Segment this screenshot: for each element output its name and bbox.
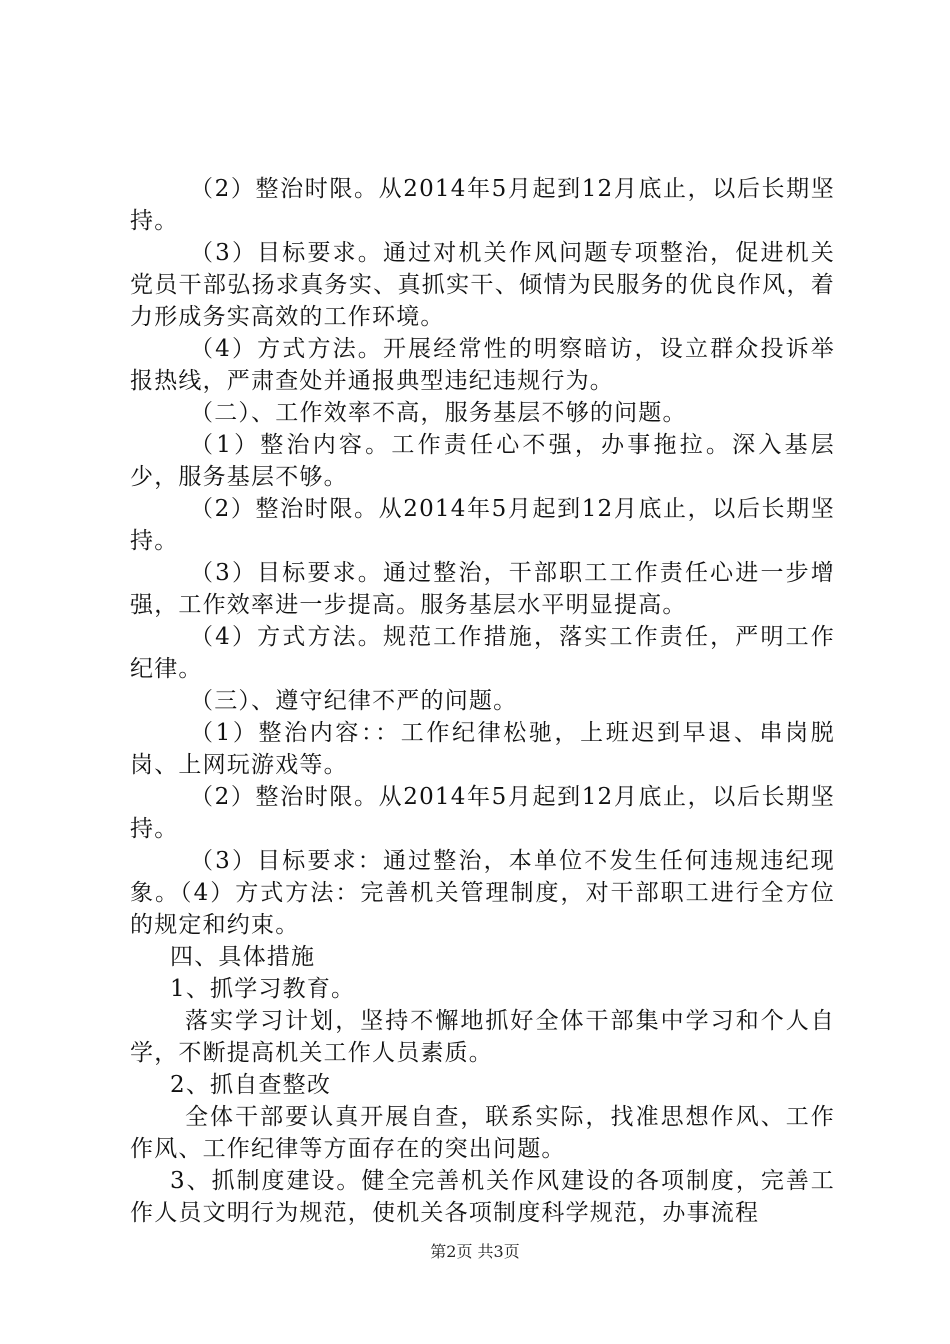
- subsection-heading: 1、抓学习教育。: [170, 976, 356, 1002]
- paragraph: （4）方式方法。规范工作措施，落实工作责任，严明工作纪律。: [130, 624, 835, 682]
- paragraph: （2）整治时限。从2014年5月起到12月底止，以后长期坚持。: [130, 176, 835, 234]
- paragraph: 落实学习计划，坚持不懈地抓好全体干部集中学习和个人自学，不断提高机关工作人员素质。: [130, 1008, 835, 1066]
- paragraph: （二）、工作效率不高，服务基层不够的问题。: [190, 400, 687, 426]
- paragraph: 3、抓制度建设。健全完善机关作风建设的各项制度，完善工作人员文明行为规范，使机关各项制度科学规范，办事流程: [130, 1168, 835, 1226]
- section-heading: 四、具体措施: [170, 944, 316, 970]
- paragraph: 全体干部要认真开展自查，联系实际，找准思想作风、工作作风、工作纪律等方面存在的突出问题。: [130, 1104, 835, 1162]
- paragraph: （2）整治时限。从2014年5月起到12月底止，以后长期坚持。: [130, 784, 835, 842]
- document-body: [130, 173, 835, 1229]
- page-number-footer: 第2页 共3页: [430, 1242, 520, 1261]
- paragraph: （2）整治时限。从2014年5月起到12月底止，以后长期坚持。: [130, 496, 835, 554]
- paragraph: （三）、遵守纪律不严的问题。: [190, 688, 518, 714]
- paragraph: （4）方式方法。开展经常性的明察暗访，设立群众投诉举报热线，严肃查处并通报典型违纪违规行为。: [130, 336, 835, 394]
- subsection-heading: 2、抓自查整改: [170, 1072, 332, 1098]
- paragraph: （1）整治内容。工作责任心不强，办事拖拉。深入基层少，服务基层不够。: [130, 432, 835, 490]
- paragraph: （3）目标要求：通过整治，本单位不发生任何违规违纪现象。（4）方式方法：完善机关管理制度，对干部职工进行全方位的规定和约束。: [130, 848, 835, 938]
- paragraph: （1）整治内容：：工作纪律松驰，上班迟到早退、串岗脱岗、上网玩游戏等。: [130, 720, 835, 778]
- paragraph: （3）目标要求。通过整治，干部职工工作责任心进一步增强，工作效率进一步提高。服务基层水平明显提高。: [130, 560, 835, 618]
- paragraph: （3）目标要求。通过对机关作风问题专项整治，促进机关党员干部弘扬求真务实、真抓实干、倾情为民服务的优良作风，着力形成务实高效的工作环境。: [130, 240, 835, 330]
